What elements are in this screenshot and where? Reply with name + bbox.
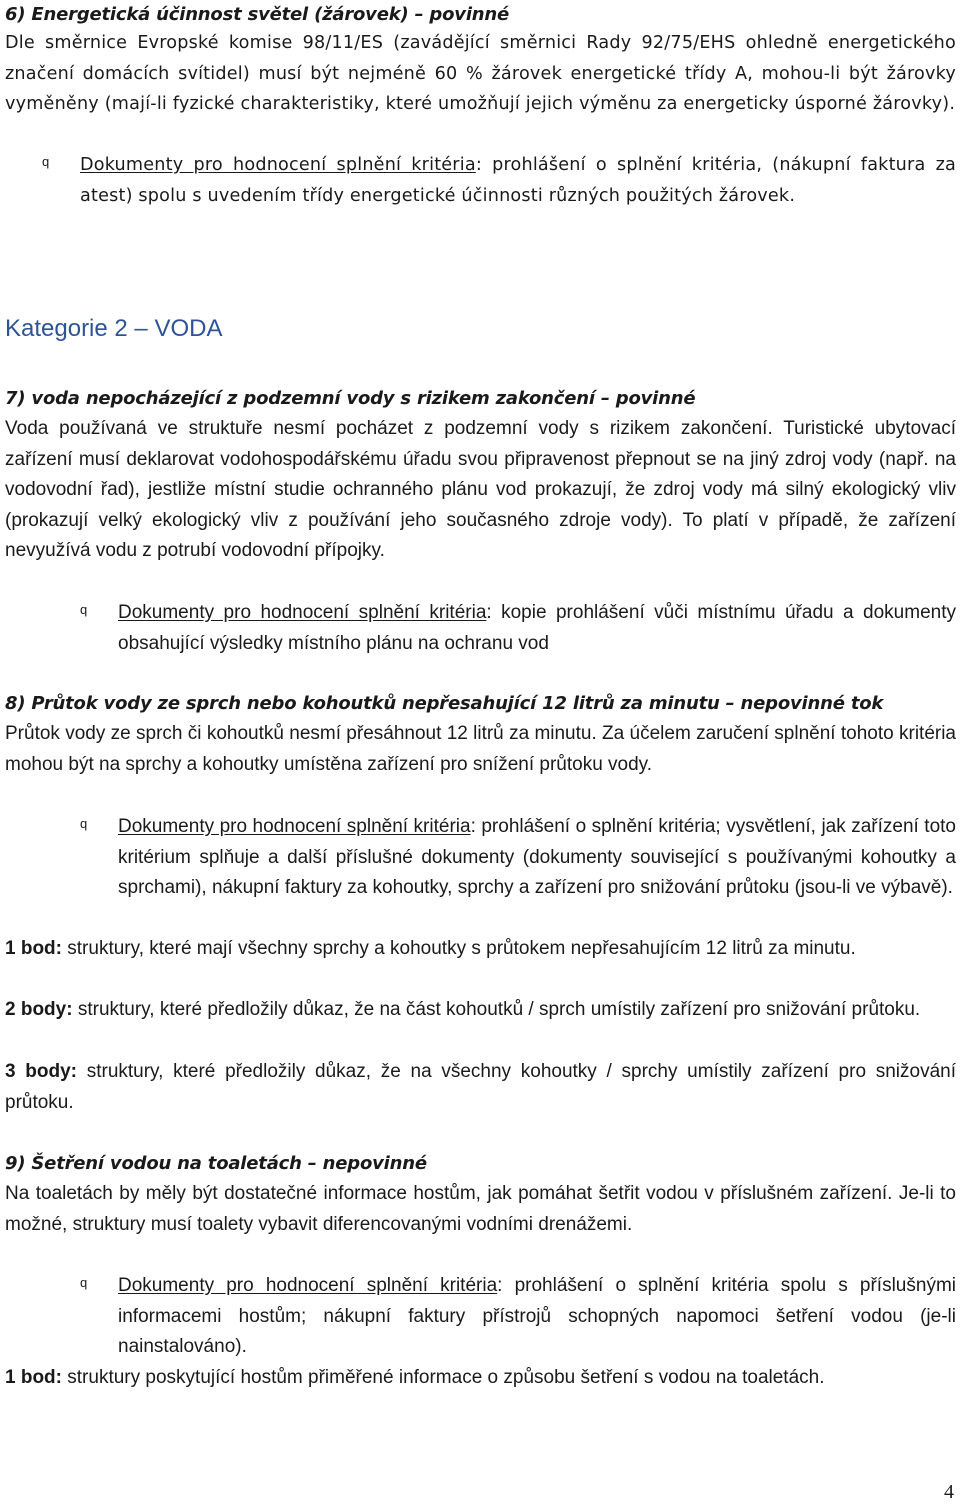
bullet-icon: q <box>80 1275 88 1290</box>
points-text: struktury, které mají všechny sprchy a kohoutky s průtokem nepřesahujícím 12 litrů za minutu. <box>62 938 856 959</box>
section-6-documents <box>5 150 956 211</box>
section-7-heading: 7) voda nepocházející z podzemní vody s rizikem zakončení – povinné <box>5 388 696 409</box>
points-label: 3 body: <box>5 1061 77 1082</box>
points-text: struktury, které předložily důkaz, že na všechny kohoutky / sprchy umístily zařízení pro snižování průtoku. <box>5 1061 956 1113</box>
points-label: 1 bod: <box>5 1367 62 1388</box>
documents-label: Dokumenty pro hodnocení splnění kritéria <box>118 816 471 837</box>
points-text: struktury, které předložily důkaz, že na část kohoutků / sprch umístily zařízení pro snižování průtoku. <box>72 999 921 1020</box>
section-8-heading: 8) Průtok vody ze sprch nebo kohoutků nepřesahující 12 litrů za minutu – nepovinné tok <box>5 693 884 714</box>
category-heading: Kategorie 2 – VODA <box>5 315 223 342</box>
documents-label: Dokumenty pro hodnocení splnění kritéria <box>118 1275 498 1296</box>
section-8-documents <box>5 812 956 904</box>
points-label: 2 body: <box>5 999 73 1020</box>
points-item <box>5 995 956 1026</box>
bullet-icon: q <box>80 816 88 831</box>
points-item <box>5 934 956 965</box>
points-label: 1 bod: <box>5 938 62 959</box>
section-7-documents <box>5 598 956 659</box>
documents-text: : kopie prohlášení vůči místnímu úřadu a dokumenty obsahující výsledky místního plánu na ochranu vod <box>118 602 956 654</box>
section-8-body: Průtok vody ze sprch či kohoutků nesmí přesáhnout 12 litrů za minutu. Za účelem zaručení splnění tohoto kritéria mohou být na sprchy a kohoutky umístěna zařízení pro snížení průtoku vody. <box>5 723 956 775</box>
points-item <box>5 1363 956 1394</box>
section-6-heading: 6) Energetická účinnost světel (žárovek) – povinné <box>5 4 510 25</box>
bullet-icon: q <box>42 154 50 169</box>
points-item <box>5 1057 956 1118</box>
documents-text: : prohlášení o splnění kritéria spolu s příslušnými informacemi hostům; nákupní faktury přístrojů schopných napomoci šetření vodou (je-li nainstalováno). <box>118 1275 956 1357</box>
documents-text: : prohlášení o splnění kritéria; vysvětlení, jak zařízení toto kritérium splňuje a další příslušné dokumenty (dokumenty související s používanými kohoutky a sprchami), nákupní faktury za kohoutky, sprchy a zařízení pro snižování průtoku (jsou-li ve výbavě). <box>118 816 957 898</box>
page-number: 4 <box>944 1481 954 1503</box>
section-6-body: Dle směrnice Evropské komise 98/11/ES (zavádějící směrnici Rady 92/75/EHS ohledně energetického značení domácích svítidel) musí být nejméně 60 % žárovek energetické třídy A, mohou-li být žárovky vyměněny (mají-li fyzické charakteristiky, které umožňují jejich výměnu za energeticky úsporné žárovky). <box>5 33 956 114</box>
documents-label: Dokumenty pro hodnocení splnění kritéria <box>80 155 476 175</box>
documents-label: Dokumenty pro hodnocení splnění kritéria <box>118 602 487 623</box>
section-9-documents <box>5 1271 956 1363</box>
bullet-icon: q <box>80 602 88 617</box>
points-text: struktury poskytující hostům přiměřené informace o způsobu šetření s vodou na toaletách. <box>62 1367 825 1388</box>
section-7-body: Voda používaná ve struktuře nesmí pocházet z podzemní vody s rizikem zakončení. Turistické ubytovací zařízení musí deklarovat vodohospodářskému úřadu svou připravenost přepnout se na jiný zdroj vody (např. na vodovodní řad), jestliže místní studie ochranného plánu vod prokazují, že zdroj vody má silný ekologický vliv (prokazují velký ekologický vliv z používání jeho současného zdroje vody). To platí v případě, že zařízení nevyužívá vodu z potrubí vodovodní přípojky. <box>5 418 956 561</box>
section-9-body: Na toaletách by měly být dostatečné informace hostům, jak pomáhat šetřit vodou v příslušném zařízení. Je-li to možné, struktury musí toalety vybavit diferencovanými vodními drenážemi. <box>5 1183 956 1235</box>
section-9-heading: 9) Šetření vodou na toaletách – nepovinné <box>5 1153 427 1174</box>
documents-text: : prohlášení o splnění kritéria, (nákupní faktura za atest) spolu s uvedením třídy energetické účinnosti různých použitých žárovek. <box>80 155 957 206</box>
